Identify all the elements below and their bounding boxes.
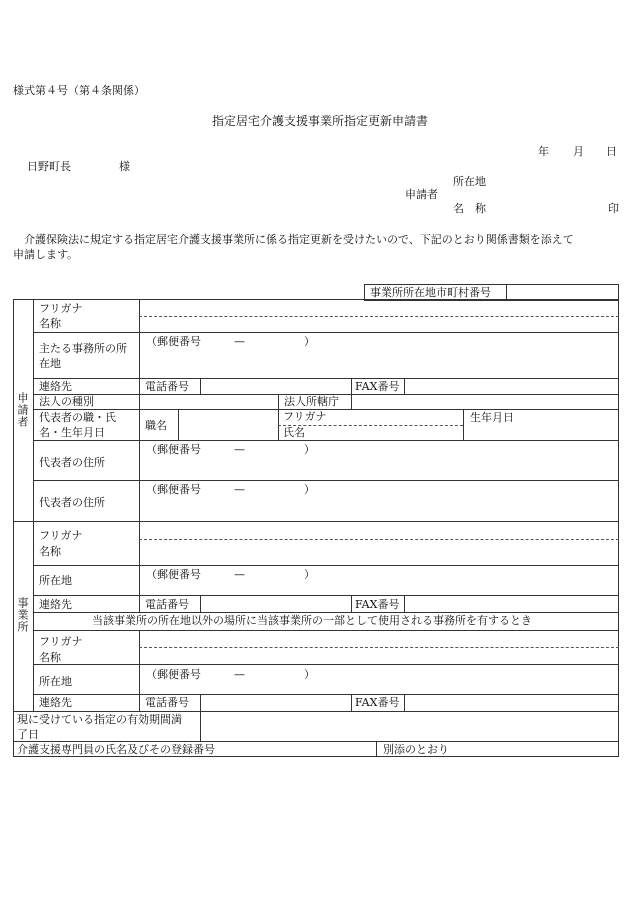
corp-authority-label: 法人所轄庁	[284, 395, 339, 408]
sub-office-address-label: 所在地	[39, 675, 72, 688]
birthdate-input[interactable]	[464, 424, 618, 439]
postal-dash-office: —	[234, 568, 245, 581]
postal-dash-rep-2: —	[234, 483, 245, 496]
office-section-label: 事業所	[16, 597, 29, 633]
applicant-address-label: 所在地	[453, 175, 486, 188]
date-month-label: 月	[573, 145, 584, 158]
applicant-section-label: 申請者	[16, 392, 29, 428]
page-title: 指定居宅介護支援事業所指定更新申請書	[212, 114, 429, 128]
office-fax-label: FAX番号	[355, 598, 400, 611]
sub-office-fax-label: FAX番号	[355, 696, 400, 709]
postal-label-rep-2: （郵便番号	[146, 483, 201, 496]
rep-furigana-label: フリガナ	[283, 410, 327, 423]
office-address-label: 所在地	[39, 574, 72, 587]
position-input[interactable]	[179, 410, 277, 439]
corp-type-label: 法人の種別	[39, 395, 94, 408]
office-phone-input[interactable]	[201, 596, 350, 611]
postal-dash: —	[234, 335, 245, 348]
applicant-furigana-input[interactable]	[140, 300, 618, 315]
postal-close-sub-office: ）	[304, 668, 315, 681]
office-furigana-input[interactable]	[140, 523, 618, 538]
postal-label-sub-office: （郵便番号	[146, 668, 201, 681]
rep-name-label: 氏名	[283, 426, 305, 439]
rep-title-label-2: 名・生年月日	[39, 426, 105, 439]
office-name-input[interactable]	[140, 541, 618, 564]
main-office-address-input[interactable]	[140, 350, 618, 377]
sub-office-phone-input[interactable]	[201, 695, 350, 710]
validity-period-input[interactable]	[201, 712, 618, 740]
sub-office-contact-label: 連絡先	[39, 696, 72, 709]
intro-text-line-1: 介護保険法に規定する指定居宅介護支援事業所に係る指定更新を受けたいので、下記のとおり関係書類を添えて	[24, 233, 574, 246]
office-name-label: 名称	[39, 545, 61, 558]
rep-address-input-1[interactable]	[140, 456, 618, 479]
municipality-code-label: 事業所所在地市町村番号	[370, 286, 491, 299]
postal-close: ）	[304, 335, 315, 348]
birthdate-label: 生年月日	[470, 411, 514, 424]
postal-dash-rep-1: —	[234, 443, 245, 456]
corp-authority-input[interactable]	[352, 395, 618, 408]
rep-title-label-1: 代表者の職・氏	[39, 411, 116, 424]
date-day-label: 日	[606, 145, 617, 158]
applicant-fax-label: FAX番号	[355, 380, 400, 393]
sub-office-name-input[interactable]	[140, 648, 618, 663]
addressee: 日野町長	[27, 160, 71, 173]
corp-type-input[interactable]	[140, 395, 277, 408]
applicant-phone-label: 電話番号	[145, 380, 189, 393]
form-number: 様式第４号（第４条関係）	[13, 84, 145, 97]
applicant-name-input[interactable]	[140, 317, 618, 332]
care-manager-label: 介護支援専門員の氏名及びその登録番号	[17, 743, 215, 756]
municipality-code-input[interactable]	[507, 285, 618, 300]
intro-text-line-2: 申請します。	[13, 248, 79, 261]
position-label: 職名	[145, 419, 167, 432]
sub-office-address-input[interactable]	[140, 680, 618, 693]
postal-label-rep-1: （郵便番号	[146, 443, 201, 456]
applicant-fax-input[interactable]	[405, 379, 618, 393]
sub-office-fax-input[interactable]	[405, 695, 618, 710]
validity-period-label-1: 現に受けている指定の有効期間満	[17, 713, 182, 726]
postal-dash-sub-office: —	[234, 668, 245, 681]
office-phone-label: 電話番号	[145, 598, 189, 611]
applicant-contact-label: 連絡先	[39, 380, 72, 393]
attached-label: 別添のとおり	[383, 743, 449, 756]
postal-label: （郵便番号	[146, 335, 201, 348]
sub-office-furigana-label: フリガナ	[39, 635, 83, 648]
applicant-phone-input[interactable]	[201, 379, 350, 393]
office-contact-label: 連絡先	[39, 598, 72, 611]
sub-office-furigana-input[interactable]	[140, 631, 618, 646]
office-fax-input[interactable]	[405, 596, 618, 611]
applicant-name-label: 名称	[39, 317, 61, 330]
applicant-label: 申請者	[405, 188, 438, 201]
main-office-address-label-2: 在地	[39, 357, 61, 370]
other-office-note: 当該事業所の所在地以外の場所に当該事業所の一部として使用される事務所を有するとき	[92, 614, 532, 627]
postal-label-office: （郵便番号	[146, 568, 201, 581]
seal-label: 印	[608, 202, 619, 215]
rep-address-input-2[interactable]	[140, 497, 618, 520]
date-year-label: 年	[538, 145, 549, 158]
applicant-furigana-label: フリガナ	[39, 302, 83, 315]
rep-address-label-2: 代表者の住所	[39, 496, 105, 509]
sub-office-phone-label: 電話番号	[145, 696, 189, 709]
postal-close-office: ）	[304, 568, 315, 581]
main-office-address-label-1: 主たる事務所の所	[39, 342, 127, 355]
validity-period-label-2: 了日	[17, 728, 39, 741]
office-address-input[interactable]	[140, 580, 618, 594]
office-furigana-label: フリガナ	[39, 529, 83, 542]
addressee-honorific: 様	[119, 160, 130, 173]
rep-address-label-1: 代表者の住所	[39, 456, 105, 469]
sub-office-name-label: 名称	[39, 651, 61, 664]
postal-close-rep-1: ）	[304, 443, 315, 456]
applicant-name-label: 名 称	[453, 202, 486, 215]
postal-close-rep-2: ）	[304, 483, 315, 496]
